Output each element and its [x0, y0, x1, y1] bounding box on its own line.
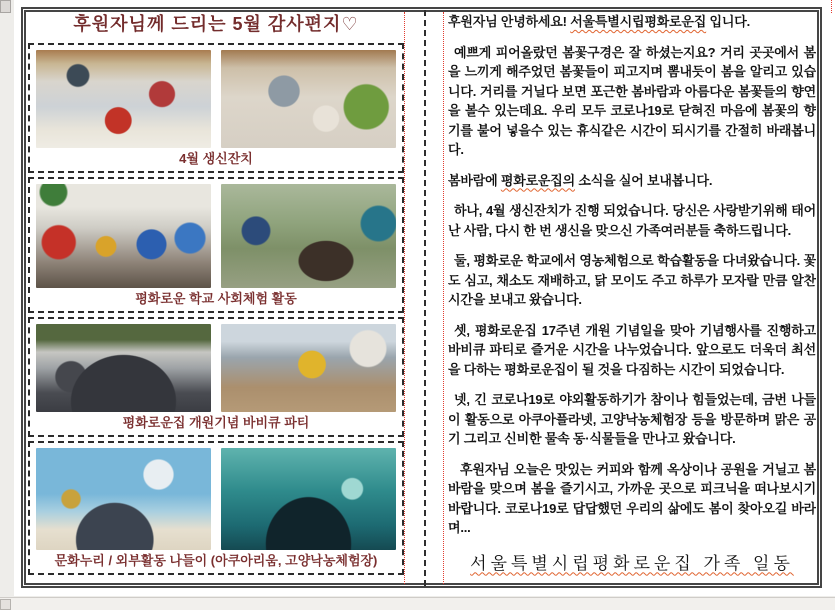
- closing-paragraph: 후원자님 오늘은 맛있는 커피와 함께 옥상이나 공원을 거닐고 봄바람을 맞으며 봄을 즐기시고, 가까운 곳으로 피크닉을 떠나보시기 바랍니다. 코로나19로 답답했던 우리의 삶에도 봄이 찾아오길 바라며...: [448, 461, 816, 535]
- news-intro-prefix: 봄바람에: [448, 172, 501, 188]
- photo-caption: 문화누리 / 외부활동 나들이 (아쿠아리움, 고양낙농체험장): [54, 553, 378, 568]
- org-name: 서울특별시립평화로운집: [570, 14, 707, 29]
- photo-caption: 4월 생신잔치: [179, 151, 253, 166]
- greeting-line: [448, 12, 816, 32]
- scrollbar-left-button[interactable]: [0, 599, 11, 610]
- photo-group-outing: [28, 441, 404, 575]
- photo-group-birthday: [28, 43, 404, 173]
- photo-aquarium-shark-group: [36, 448, 211, 550]
- photo-group-school-experience: [28, 177, 404, 313]
- news-item-three: 셋, 평화로운집 17주년 개원 기념일을 맞아 기념행사를 진행하고 바비큐 파티로 즐거운 시간을 나누었습니다. 앞으로도 더욱더 최선을 다하는 평화로운집이 될 것을 다짐하는 시간이 되었습니다.: [448, 322, 816, 377]
- news-item-one: 하나, 4월 생신잔치가 진행 되었습니다. 당신은 사랑받기위해 태어난 사람, 다시 한 번 생신을 맞으신 가족여러분들 축하드립니다.: [448, 203, 816, 238]
- photo-row: [36, 448, 396, 550]
- column-divider-dashed-line: [424, 10, 426, 586]
- text-boundary-guide-left: [404, 12, 405, 584]
- photo-aquarium-tank-viewing: [221, 448, 396, 550]
- ruler-corner: [0, 0, 11, 13]
- letter-column: [448, 12, 816, 584]
- photo-anniversary-outdoor-ceremony: [36, 324, 211, 412]
- news-item-four: 넷, 긴 코로나19로 야외활동하기가 참이나 힘들었는데, 금번 나들이 활동으로 아쿠아플라넷, 고양낙농체험장 등을 방문하며 맑은 공기 그리고 신비한 물속 동·식물들을 만나고 왔습니다.: [448, 392, 816, 446]
- photo-school-welcome-group: [36, 184, 211, 288]
- photo-column: [28, 4, 404, 586]
- photo-row: [36, 50, 396, 148]
- photo-caption: 평화로운집 개원기념 바비큐 파티: [122, 415, 310, 430]
- news-intro-line: [448, 171, 816, 191]
- photo-birthday-cake-celebration: [221, 50, 396, 148]
- text-boundary-guide-top-right: [831, 0, 832, 13]
- document-page: [14, 0, 835, 596]
- page-title: 후원자님께 드리는 5월 감사편지♡: [73, 14, 359, 34]
- photo-bbq-tent-thumbs-up: [221, 324, 396, 412]
- photo-seedling-planting-garden: [221, 184, 396, 288]
- photo-caption: 평화로운 학교 사회체험 활동: [135, 291, 297, 306]
- paragraph-spring: 예쁘게 피어올랐던 봄꽃구경은 잘 하셨는지요? 거리 곳곳에서 봄을 느끼게 해주었던 봄꽃들이 피고지며 뽐내듯이 봄을 알리고 있습니다. 거리를 거닐다 보면 포근한 봄바람과 아름다운 봄꽃들의 향연을 볼수 있는데요. 우리 모두 코로나19로 닫혀진 마음에 봄꽃의 향기를 불어 넣을수 있는 휴식같은 시간이 되시기를 간절히 바래봅니다.: [448, 44, 816, 157]
- greeting-prefix: 후원자님 안녕하세요!: [448, 14, 571, 29]
- org-name-possessive: 평화로운집의: [500, 172, 576, 188]
- photo-row: [36, 184, 396, 288]
- photo-row: [36, 324, 396, 412]
- text-boundary-guide-right: [443, 12, 444, 584]
- greeting-suffix: 입니다.: [706, 14, 751, 29]
- photo-group-anniversary-bbq: [28, 317, 404, 437]
- news-item-two: 둘, 평화로운 학교에서 영농체험으로 학습활동을 다녀왔습니다. 꽃도 심고, 채소도 재배하고, 닭 모이도 주고 하루가 모자랄 만큼 알찬 시간을 보내고 왔습니다.: [448, 253, 816, 307]
- news-intro-suffix: 소식을 실어 보내봅니다.: [575, 172, 713, 188]
- signature-line: 서울특별시립평화로운집 가족 일동: [470, 553, 794, 573]
- horizontal-scrollbar[interactable]: [0, 597, 835, 610]
- photo-birthday-gift-giving: [36, 50, 211, 148]
